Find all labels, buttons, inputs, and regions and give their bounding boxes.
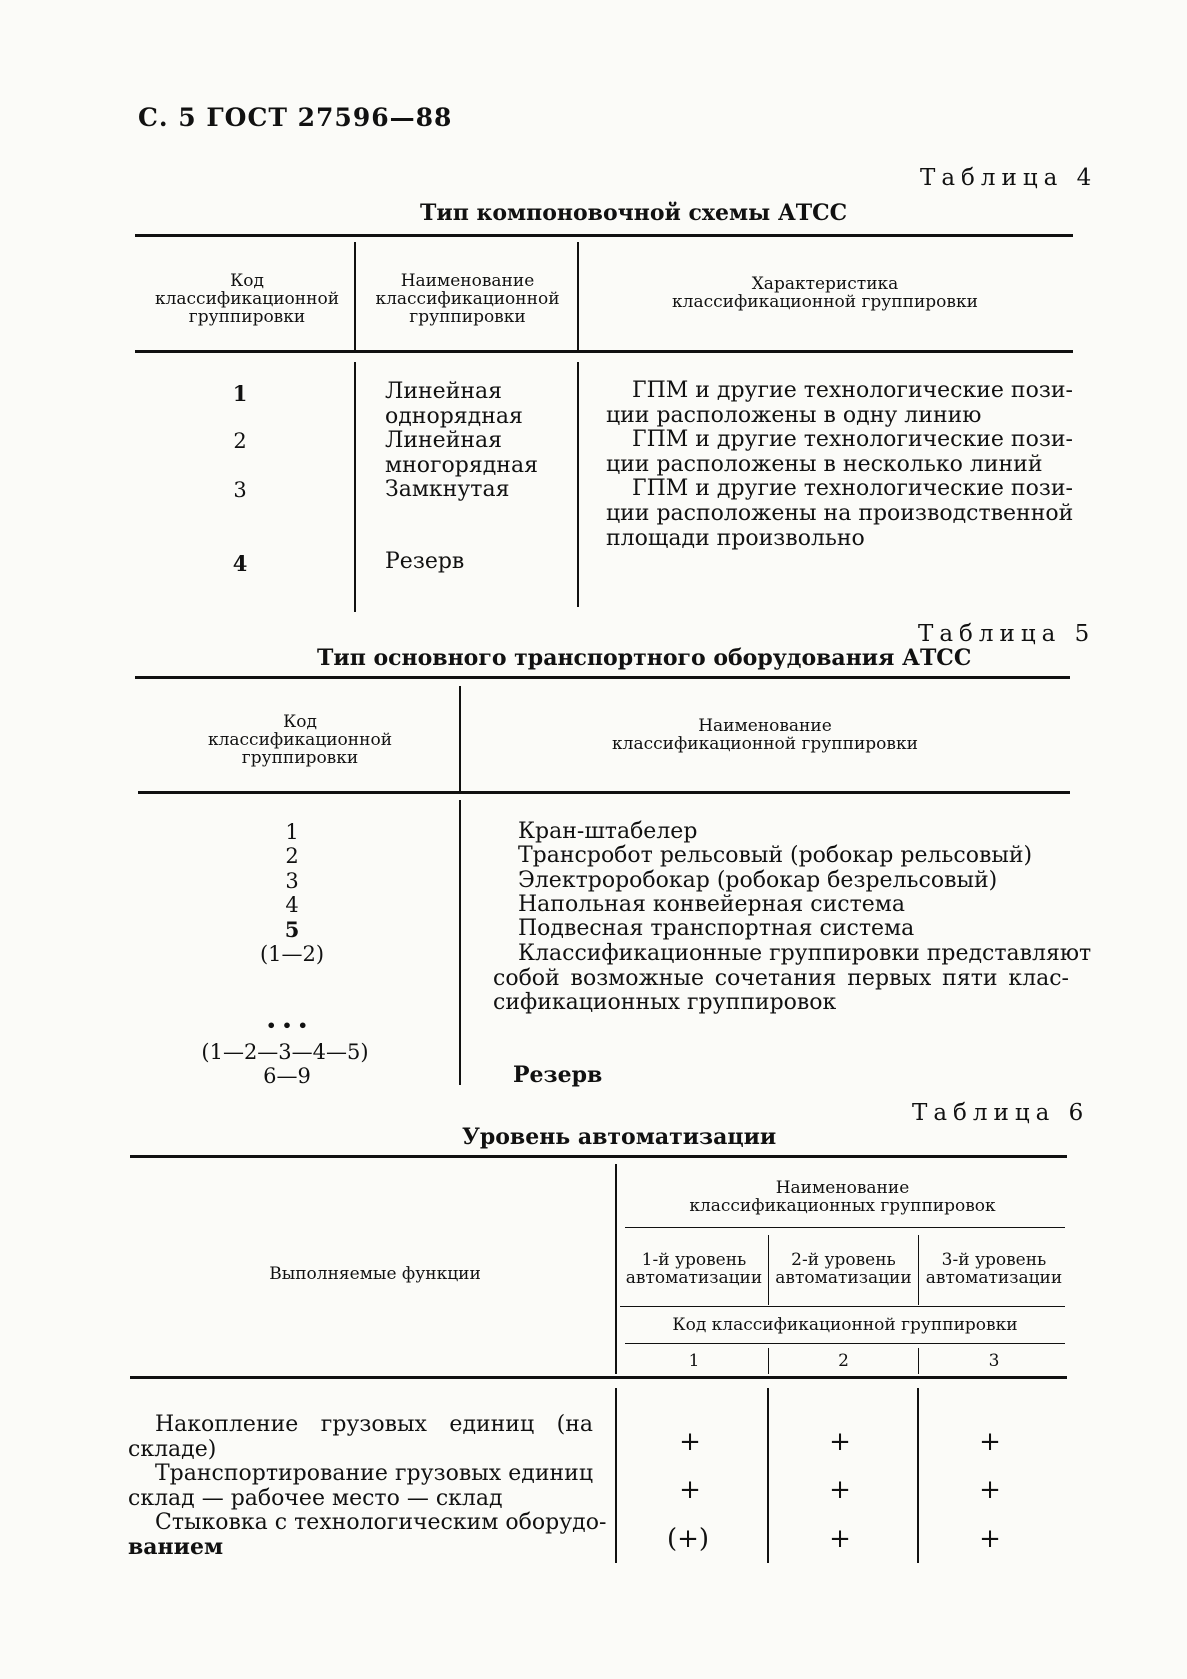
table6-body-divider-2 <box>917 1388 919 1563</box>
table6-row3-mark-3: + <box>979 1524 1001 1554</box>
table4-row2-code: 2 <box>233 429 247 453</box>
table6-top-rule <box>130 1155 1067 1158</box>
table6-row3-mark-1: (+) <box>666 1524 710 1554</box>
table6-row3-mark-2: + <box>829 1524 851 1554</box>
table5-code-2: 2 <box>285 844 299 868</box>
table6-title: Уровень автоматизации <box>462 1124 777 1150</box>
table5-header-name: Наименование классификационной группировки <box>612 716 918 754</box>
table6-row3-func-2: ванием <box>128 1534 224 1560</box>
table5-name-4: Напольная конвейерная система <box>518 892 906 917</box>
table5-label: Таблица 5 <box>918 621 1096 647</box>
table5-code-combo-end: (1—2—3—4—5) <box>201 1040 369 1064</box>
table4-row2-name-1: Линейная <box>385 428 503 453</box>
table5-code-combo-start: (1—2) <box>259 942 325 966</box>
table5-body-divider <box>459 800 461 1085</box>
table5-code-5: 5 <box>284 917 300 942</box>
table6-code-2: 2 <box>838 1351 849 1371</box>
table5-name-1: Кран-штабелер <box>518 819 698 844</box>
table4-label: Таблица 4 <box>920 165 1098 191</box>
table6-level-3: 3-й уровень автоматизации <box>925 1250 1063 1288</box>
table4-row1-desc-1: ГПМ и другие технологические пози- <box>632 378 1073 403</box>
table4-row3-desc-2: ции расположены на производственной <box>606 501 1074 526</box>
table4-row3-name-1: Замкнутая <box>385 477 510 502</box>
table5-header-code: Код классификационной группировки <box>207 712 393 768</box>
table5-top-rule <box>135 676 1070 679</box>
table4-row1-desc-2: ции расположены в одну линию <box>606 403 982 428</box>
table5-combo-line-3: сификационных группировок <box>493 990 837 1015</box>
table6-header-code: Код классификационной группировки <box>672 1315 1018 1335</box>
table5-code-reserve: 6—9 <box>263 1064 311 1088</box>
table6-code-3: 3 <box>988 1351 1000 1371</box>
table5-combo-line-2: собой возможные сочетания первых пяти клас- <box>493 966 1069 991</box>
table5-name-3: Электроробокар (робокар безрельсовый) <box>518 868 998 893</box>
table6-body-divider-0 <box>615 1388 617 1563</box>
table4-header-code: Код классификационной группировки <box>154 271 340 327</box>
table4-header-desc: Характеристика классификационной группировки <box>672 274 978 312</box>
table5-title: Тип основного транспортного оборудования АТСС <box>317 645 972 671</box>
table6-row3-func-1: Стыковка с технологическим оборудо- <box>155 1510 607 1535</box>
table6-row1-mark-3: + <box>979 1427 1001 1457</box>
table4-header-divider-2 <box>577 242 579 350</box>
table6-levels-rule <box>620 1306 1065 1307</box>
table6-names-rule <box>625 1227 1065 1228</box>
table5-code-1: 1 <box>285 820 299 844</box>
table4-row1-name-1: Линейная <box>385 379 503 404</box>
table6-row1-func-1: Накопление грузовых единиц (на <box>155 1412 593 1437</box>
table5-reserve: Резерв <box>513 1062 603 1088</box>
table6-row1-func-2: складе) <box>128 1437 217 1462</box>
table6-row2-mark-3: + <box>979 1475 1001 1505</box>
table4-row4-name-1: Резерв <box>385 549 465 574</box>
table4-row3-desc-3: площади произвольно <box>606 526 865 551</box>
table4-row4-code: 4 <box>232 551 248 576</box>
table6-row2-mark-1: + <box>679 1475 701 1505</box>
page-header: С. 5 ГОСТ 27596—88 <box>138 103 453 132</box>
table5-header-rule <box>138 791 1070 794</box>
table5-name-2: Трансробот рельсовый (робокар рельсовый) <box>518 843 1033 868</box>
table4-row1-name-2: однорядная <box>385 404 523 429</box>
table5-name-5: Подвесная транспортная система <box>518 916 915 941</box>
table6-row2-func-2: склад — рабочее место — склад <box>128 1486 503 1511</box>
table4-row2-name-2: многорядная <box>385 453 538 478</box>
table4-row1-code: 1 <box>232 381 248 406</box>
table6-header-rule <box>130 1376 1067 1379</box>
table4-body-divider-2 <box>577 362 579 607</box>
table5-combo-line-1: Классификационные группировки представляют <box>518 941 1092 966</box>
table6-row2-mark-2: + <box>829 1475 851 1505</box>
table6-header-names: Наименование классификационных группировок <box>689 1178 996 1216</box>
table6-header-functions: Выполняемые функции <box>269 1264 481 1284</box>
table4-row2-desc-1: ГПМ и другие технологические пози- <box>632 427 1073 452</box>
table6-code-1: 1 <box>688 1351 700 1371</box>
table5-code-ellipsis: • • • <box>266 1016 308 1035</box>
table5-code-3: 3 <box>285 869 299 893</box>
table4-body-divider-1 <box>354 362 356 612</box>
table4-header-rule <box>135 350 1073 353</box>
table6-label: Таблица 6 <box>912 1100 1090 1126</box>
table4-header-name: Наименование классификационной группировки <box>375 271 560 327</box>
table5-code-4: 4 <box>285 893 299 917</box>
table4-top-rule <box>135 234 1073 237</box>
table4-header-divider-1 <box>354 242 356 350</box>
table4-row3-desc-1: ГПМ и другие технологические пози- <box>632 476 1073 501</box>
table6-level-1: 1-й уровень автоматизации <box>625 1250 763 1288</box>
table6-level-2: 2-й уровень автоматизации <box>775 1250 912 1288</box>
table6-header-divider <box>615 1164 617 1374</box>
table6-row1-mark-1: + <box>679 1427 701 1457</box>
table6-row2-func-1: Транспортирование грузовых единиц <box>155 1461 593 1486</box>
table4-row2-desc-2: ции расположены в несколько линий <box>606 452 1043 477</box>
table4-row3-code: 3 <box>233 478 247 502</box>
table6-code-rule <box>625 1343 1065 1344</box>
table6-row1-mark-2: + <box>829 1427 851 1457</box>
table6-body-divider-1 <box>767 1388 769 1563</box>
table4-title: Тип компоновочной схемы АТСС <box>420 200 848 226</box>
